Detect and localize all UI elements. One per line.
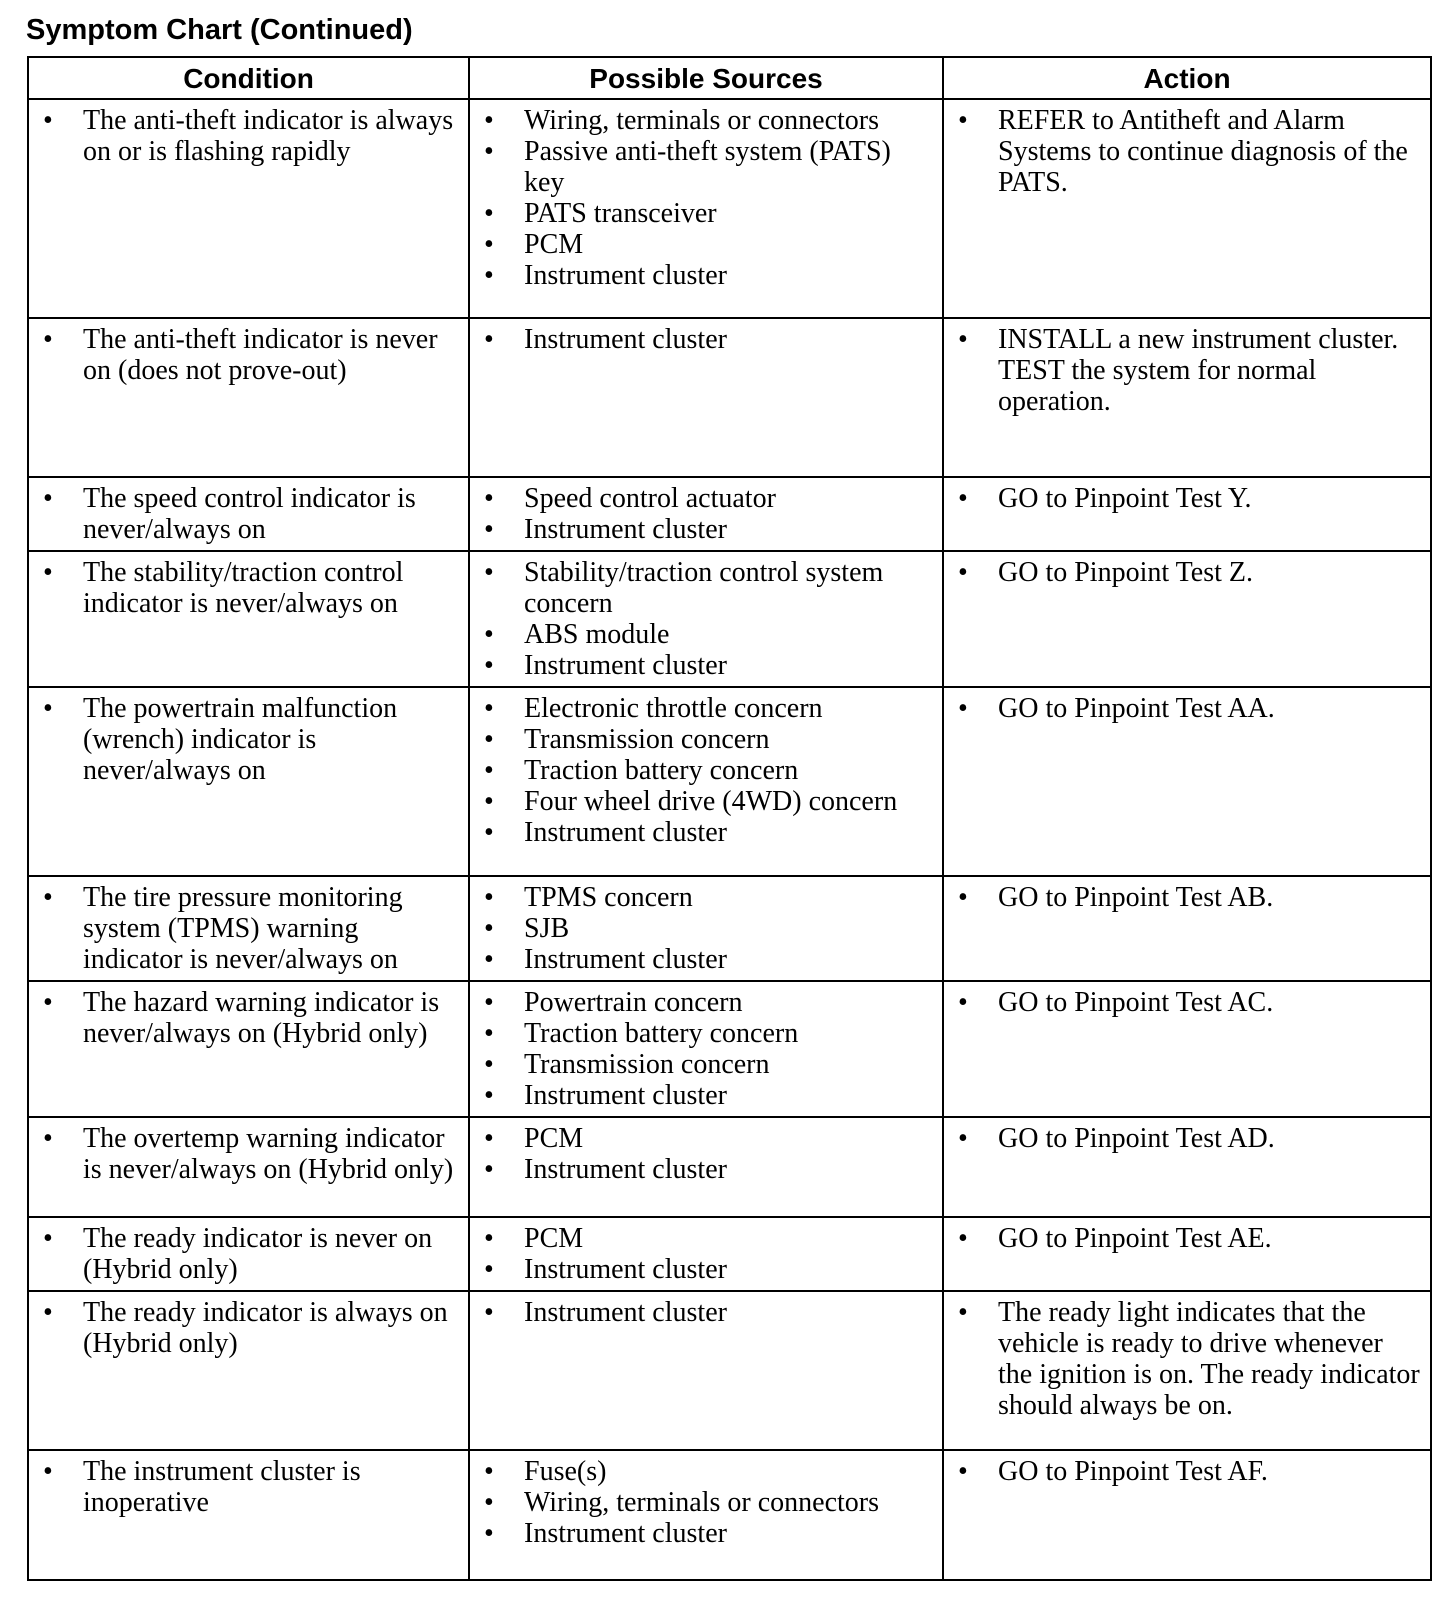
list-item: • Transmission concern [482,724,932,755]
possible-sources-cell [469,477,943,551]
list-item: • Instrument cluster [482,1297,932,1328]
list-item: • The ready light indicates that the vehicle is ready to drive whenever the ignition is on. The ready indicator should always be on. [956,1297,1420,1421]
list-item: • Instrument cluster [482,1154,932,1185]
bullet-list [482,1456,932,1549]
page-title: Symptom Chart (Continued) [26,14,413,46]
symptom-chart-table [27,56,1432,1581]
condition-cell [28,1291,469,1450]
condition-cell [28,1450,469,1580]
possible-sources-cell [469,876,943,981]
list-item: • GO to Pinpoint Test AD. [956,1123,1420,1154]
possible-sources-cell [469,318,943,477]
bullet-list [482,483,932,545]
list-item: • GO to Pinpoint Test AA. [956,693,1420,724]
action-cell [943,876,1431,981]
list-item: • Transmission concern [482,1049,932,1080]
possible-sources-cell [469,687,943,876]
bullet-list [956,1297,1420,1421]
list-item: • Fuse(s) [482,1456,932,1487]
bullet-list [41,1123,458,1185]
condition-cell [28,1117,469,1217]
bullet-list [482,105,932,291]
bullet-list [41,1297,458,1359]
table-row [28,551,1431,687]
table-row [28,687,1431,876]
list-item: • INSTALL a new instrument cluster. TEST the system for normal operation. [956,324,1420,417]
list-item: • Speed control actuator [482,483,932,514]
list-item: • Instrument cluster [482,260,932,291]
action-cell [943,1217,1431,1291]
possible-sources-cell [469,1291,943,1450]
bullet-list [956,987,1420,1018]
list-item: • Instrument cluster [482,817,932,848]
bullet-list [956,483,1420,514]
column-header-action: Action [943,57,1431,99]
condition-cell [28,981,469,1117]
bullet-list [956,882,1420,913]
list-item: • The instrument cluster is inoperative [41,1456,458,1518]
bullet-list [482,557,932,681]
list-item: • PATS transceiver [482,198,932,229]
bullet-list [956,105,1420,198]
list-item: • The stability/traction control indicator is never/always on [41,557,458,619]
condition-cell [28,477,469,551]
action-cell [943,99,1431,318]
list-item: • The ready indicator is always on (Hybrid only) [41,1297,458,1359]
possible-sources-cell [469,1450,943,1580]
list-item: • Electronic throttle concern [482,693,932,724]
table-row [28,1117,1431,1217]
bullet-list [956,1123,1420,1154]
bullet-list [41,987,458,1049]
list-item: • TPMS concern [482,882,932,913]
bullet-list [482,1297,932,1328]
bullet-list [956,557,1420,588]
bullet-list [482,324,932,355]
list-item: • Instrument cluster [482,944,932,975]
possible-sources-cell [469,551,943,687]
list-item: • GO to Pinpoint Test AE. [956,1223,1420,1254]
list-item: • Traction battery concern [482,755,932,786]
bullet-list [482,882,932,975]
action-cell [943,981,1431,1117]
bullet-list [956,1456,1420,1487]
action-cell [943,1117,1431,1217]
table-row [28,1450,1431,1580]
table-row [28,99,1431,318]
bullet-list [41,324,458,386]
bullet-list [41,693,458,786]
list-item: • The anti-theft indicator is always on or is flashing rapidly [41,105,458,167]
list-item: • Instrument cluster [482,1254,932,1285]
condition-cell [28,687,469,876]
bullet-list [482,693,932,848]
list-item: • PCM [482,1123,932,1154]
list-item: • The overtemp warning indicator is never/always on (Hybrid only) [41,1123,458,1185]
list-item: • PCM [482,1223,932,1254]
list-item: • The speed control indicator is never/always on [41,483,458,545]
bullet-list [956,693,1420,724]
action-cell [943,1450,1431,1580]
bullet-list [41,557,458,619]
list-item: • Instrument cluster [482,1518,932,1549]
list-item: • GO to Pinpoint Test Y. [956,483,1420,514]
table-row [28,981,1431,1117]
bullet-list [956,324,1420,417]
list-item: • Instrument cluster [482,650,932,681]
list-item: • SJB [482,913,932,944]
list-item: • The hazard warning indicator is never/always on (Hybrid only) [41,987,458,1049]
bullet-list [482,987,932,1111]
list-item: • The tire pressure monitoring system (TPMS) warning indicator is never/always on [41,882,458,975]
column-header-condition: Condition [28,57,469,99]
list-item: • Instrument cluster [482,1080,932,1111]
action-cell [943,687,1431,876]
bullet-list [41,105,458,167]
table-row [28,876,1431,981]
bullet-list [482,1123,932,1185]
list-item: • GO to Pinpoint Test AF. [956,1456,1420,1487]
list-item: • Instrument cluster [482,324,932,355]
column-header-possible-sources: Possible Sources [469,57,943,99]
list-item: • GO to Pinpoint Test AB. [956,882,1420,913]
table-header-row [28,57,1431,99]
list-item: • Passive anti-theft system (PATS) key [482,136,932,198]
bullet-list [956,1223,1420,1254]
table-row [28,318,1431,477]
list-item: • PCM [482,229,932,260]
possible-sources-cell [469,1217,943,1291]
action-cell [943,1291,1431,1450]
action-cell [943,477,1431,551]
table-body [28,99,1431,1580]
list-item: • Wiring, terminals or connectors [482,1487,932,1518]
list-item: • Instrument cluster [482,514,932,545]
list-item: • Four wheel drive (4WD) concern [482,786,932,817]
list-item: • Powertrain concern [482,987,932,1018]
list-item: • ABS module [482,619,932,650]
action-cell [943,551,1431,687]
possible-sources-cell [469,1117,943,1217]
list-item: • The ready indicator is never on (Hybrid only) [41,1223,458,1285]
list-item: • Traction battery concern [482,1018,932,1049]
table-row [28,477,1431,551]
table-row [28,1291,1431,1450]
condition-cell [28,876,469,981]
possible-sources-cell [469,981,943,1117]
list-item: • Stability/traction control system concern [482,557,932,619]
bullet-list [41,1223,458,1285]
bullet-list [41,483,458,545]
list-item: • The anti-theft indicator is never on (does not prove-out) [41,324,458,386]
condition-cell [28,99,469,318]
bullet-list [41,882,458,975]
list-item: • REFER to Antitheft and Alarm Systems to continue diagnosis of the PATS. [956,105,1420,198]
condition-cell [28,318,469,477]
list-item: • The powertrain malfunction (wrench) indicator is never/always on [41,693,458,786]
action-cell [943,318,1431,477]
bullet-list [41,1456,458,1518]
table-row [28,1217,1431,1291]
condition-cell [28,1217,469,1291]
bullet-list [482,1223,932,1285]
possible-sources-cell [469,99,943,318]
list-item: • Wiring, terminals or connectors [482,105,932,136]
list-item: • GO to Pinpoint Test AC. [956,987,1420,1018]
list-item: • GO to Pinpoint Test Z. [956,557,1420,588]
condition-cell [28,551,469,687]
